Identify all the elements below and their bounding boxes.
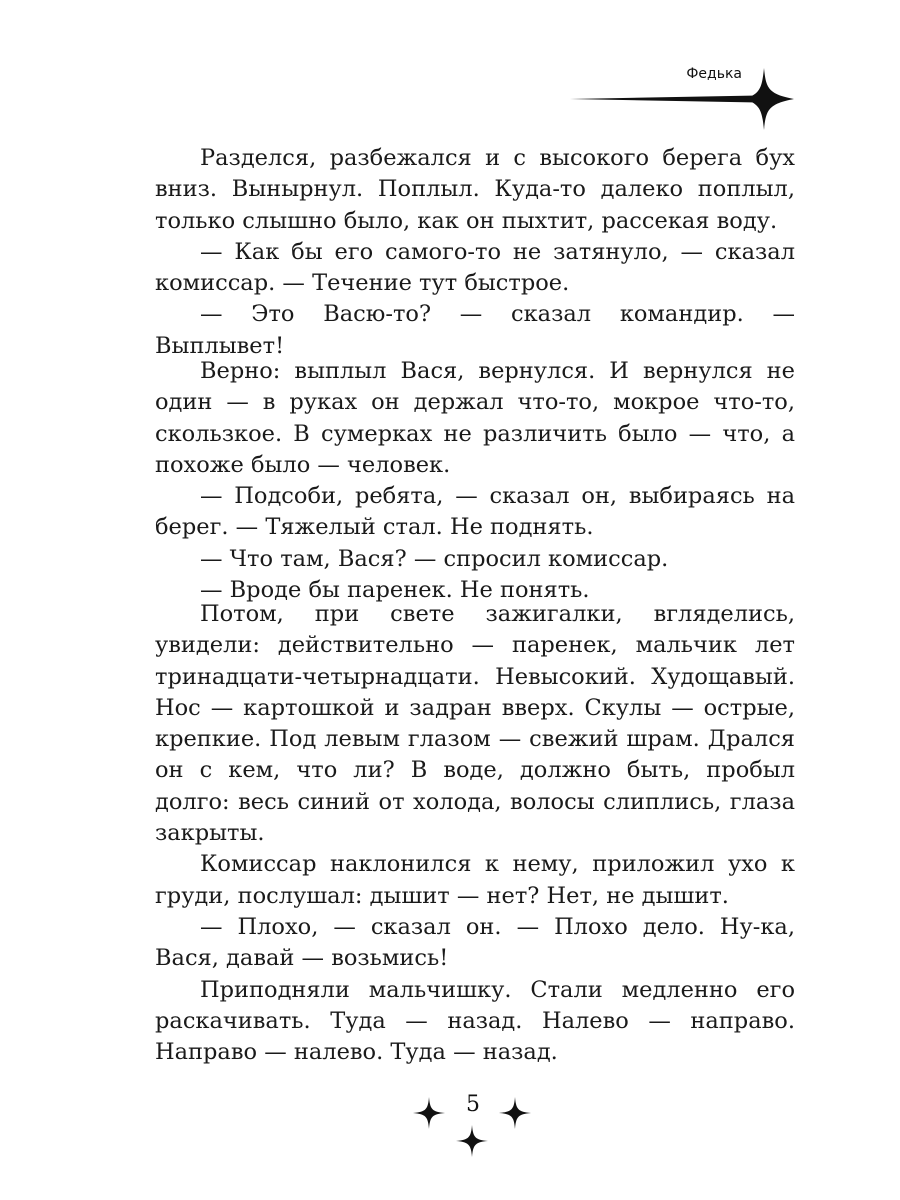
paragraph: Приподняли мальчишку. Стали медленно его раскачивать. Туда — назад. Налево — направо. Направо — налево. Туда — назад.: [155, 976, 795, 1066]
running-title: Федька: [686, 66, 742, 82]
text-section-2: [155, 356, 795, 606]
paragraph: — Это Васю-то? — сказал командир. — Выплывет!: [155, 301, 795, 359]
footer-star-icon: [412, 1096, 446, 1130]
paragraph: — Плохо, — сказал он. — Плохо дело. Ну-ка, Вася, давай — возьмись!: [155, 913, 795, 972]
paragraph: Потом, при свете зажигалки, вгляделись, увидели: действительно — паренек, мальчик лет тринадцати-четырнадцати. Невысокий. Худощавый. Нос — картошкой и задран вверх. Скулы — острые, крепкие. Под левым глазом — свежий шрам. Дрался он с кем, что ли? В воде, должно быть, пробыл долго: весь синий от холода, волосы слиплись, глаза закрыты.: [155, 601, 795, 847]
paragraph: — Подсоби, ребята, — сказал он, выбираясь на берег. — Тяжелый стал. Не поднять.: [155, 483, 795, 541]
paragraph: — Что там, Вася? — спросил комиссар.: [200, 545, 669, 572]
footer-star-icon: [455, 1124, 489, 1158]
page-number: 5: [466, 1092, 480, 1117]
paragraph: Верно: выплыл Вася, вернулся. И вернулся не один — в руках он держал что-то, мокрое что-то, скользкое. В сумерках не различить было — что, а похоже было — человек.: [155, 358, 795, 478]
paragraph: Комиссар наклонился к нему, приложил ухо к груди, послушал: дышит — нет? Нет, не дышит.: [155, 851, 795, 909]
footer-star-icon: [498, 1096, 532, 1130]
paragraph: Разделся, разбежался и с высокого берега бух вниз. Вынырнул. Поплыл. Куда-то далеко поплыл, только слышно было, как он пыхтит, рассекая воду.: [155, 145, 795, 234]
paragraph: — Как бы его самого-то не затянуло, — сказал комиссар. — Течение тут быстрое.: [155, 238, 795, 297]
paragraph: — Вроде бы паренек. Не понять.: [200, 577, 590, 604]
text-section-1: [155, 143, 795, 362]
text-section-3: [155, 599, 795, 1068]
header-star-rule-ornament: [568, 66, 796, 132]
